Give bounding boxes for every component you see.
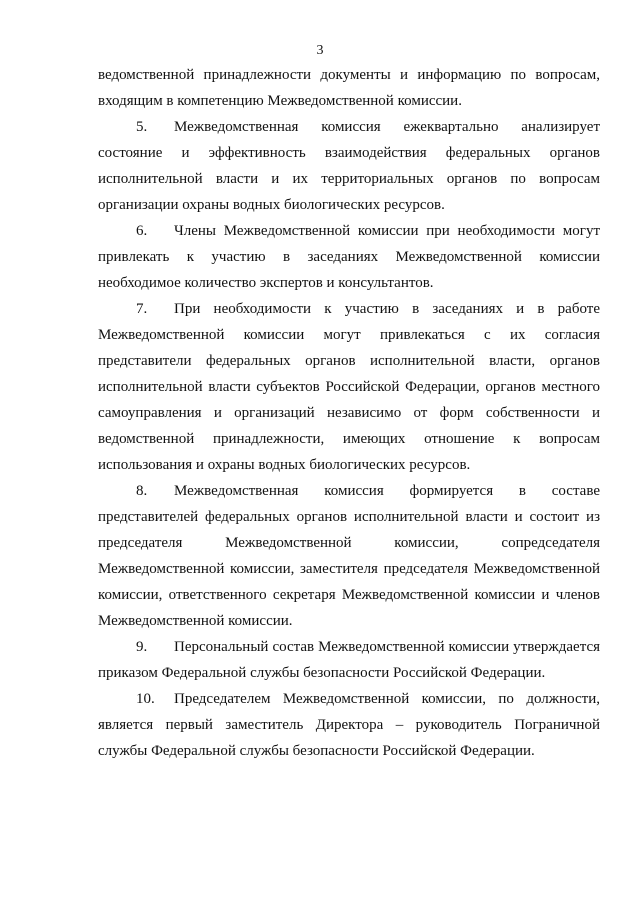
paragraph-5 [98, 114, 600, 218]
paragraph-6 [98, 218, 600, 296]
paragraph-text: ведомственной принадлежности документы и информацию по вопросам, входящим в компетенцию Межведомственной комиссии. [98, 67, 600, 109]
paragraph-text: Межведомственная комиссия формируется в составе представителей федеральных органов исполнительной власти и состоит из председателя Межведомственной комиссии, сопредседателя Межведомственной комиссии, заместителя председателя Межведомственной комиссии, ответственного секретаря Межведомственной комиссии и членов Межведомственной комиссии. [98, 483, 600, 629]
paragraph-text: Председателем Межведомственной комиссии, по должности, является первый заместитель Директора – руководитель Пограничной службы Федеральной службы безопасности Российской Федерации. [98, 691, 600, 759]
page-number: 3 [316, 43, 324, 58]
paragraph-8 [98, 478, 600, 634]
paragraph-number: 7. [136, 301, 148, 317]
paragraph-number: 9. [136, 639, 148, 655]
paragraph-text: Персональный состав Межведомственной комиссии утверждается приказом Федеральной службы безопасности Российской Федерации. [98, 639, 600, 681]
paragraph-10 [98, 686, 600, 764]
document-body [98, 62, 600, 764]
paragraph-number: 5. [136, 119, 148, 135]
paragraph-number: 10. [136, 691, 155, 707]
paragraph-text: При необходимости к участию в заседаниях и в работе Межведомственной комиссии могут привлекаться с их согласия представители федеральных органов исполнительной власти, органов исполнительной власти субъектов Российской Федерации, органов местного самоуправления и организаций независимо от форм собственности и ведомственной принадлежности, имеющих отношение к вопросам использования и охраны водных биологических ресурсов. [98, 301, 600, 473]
paragraph-text: Члены Межведомственной комиссии при необходимости могут привлекать к участию в заседаниях Межведомственной комиссии необходимое количество экспертов и консультантов. [98, 223, 600, 291]
paragraph-number: 8. [136, 483, 148, 499]
paragraph-number: 6. [136, 223, 148, 239]
paragraph-continuation [98, 62, 600, 114]
paragraph-7 [98, 296, 600, 478]
paragraph-9 [98, 634, 600, 686]
paragraph-text: Межведомственная комиссия ежеквартально анализирует состояние и эффективность взаимодействия федеральных органов исполнительной власти и их территориальных органов по вопросам организации охраны водных биологических ресурсов. [98, 119, 600, 213]
